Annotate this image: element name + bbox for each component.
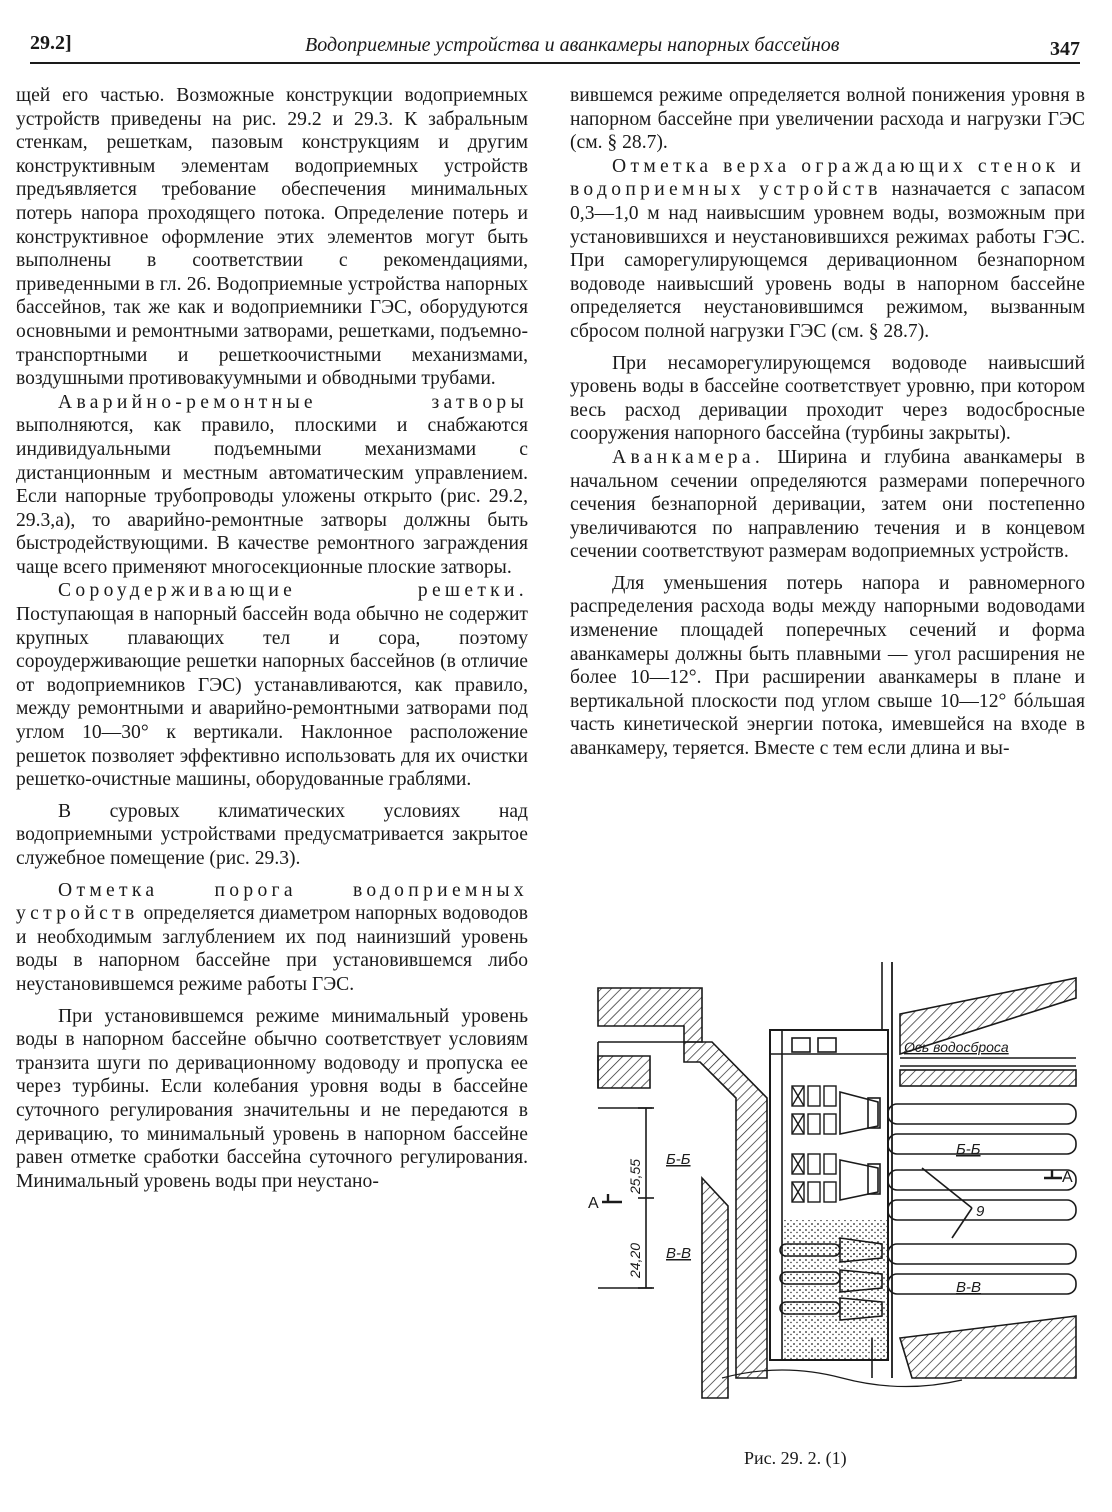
section-label-vv: В-В [956,1279,982,1296]
header-rule [30,62,1080,64]
section-mark-right: А [1062,1169,1073,1186]
section-mark-left: А [588,1195,599,1212]
paragraph-body: Ширина и глубина аванкамеры в начальном сечении определяются размерами поперечного сечения безнапорной деривации, затем они постепенно увеличиваются по направлению течения и в концевом сечении соответствуют размерам водоприемных устройств. [570,446,1085,563]
paragraph [570,155,1085,344]
intake-plan-drawing [582,958,1082,1418]
spaced-lead: Отметка верха ограждающих стенок и водоприемных устройств [570,155,1085,201]
paragraph [16,579,528,791]
section-label-bb: Б-Б [956,1141,981,1158]
paragraph: Для уменьшения потерь напора и равномерного распределения расхода воды между напорными водоводами изменение площадей поперечных сечений и форма аванкамеры должны быть плавными — угол расширения не более 10—12°. При расширении аванкамеры в плане и вертикальной плоскости под углом свыше 10—12° бóльшая часть кинетической энергии потока, имевшейся на входе в аванкамеру, теряется. Вместе с тем если длина и вы- [570,572,1085,760]
section-label-bb: Б-Б [666,1151,691,1168]
page-number: 347 [1050,38,1080,60]
paragraph: вившемся режиме определяется волной понижения уровня в напорном бассейне при увеличении расхода и нагрузки ГЭС (см. § 28.7). [570,85,1085,154]
paragraph [570,446,1085,564]
dimension-lower: 24,20 [627,1242,643,1278]
paragraph [16,391,528,580]
paragraph-body: определяется диаметром напорных водоводов и необходимым заглублением их под наинизший уровень воды в напорном бассейне при установившемся либо неустановившемся режиме работы ГЭС. [16,903,528,995]
spaced-lead: Аварийно-ремонтные затворы [58,391,528,413]
paragraph: При несаморегулирующемся водоводе наивысший уровень воды в бассейне соответствует уровню, при котором весь расход деривации проходит через водосбросные сооружения напорного бассейна (турбины закрыты). [570,352,1085,445]
spaced-lead: Сороудерживающие решетки. [58,580,528,602]
spaced-lead: Отметка порога водоприемных устройств [16,879,528,925]
right-column [570,84,1085,761]
paragraph: щей его частью. Возможные конструкции водоприемных устройств приведены на рис. 29.2 и 29.3. К забральным стенкам, решеткам, пазовым конструкциям и другим конструктивным элементам водоприемных устройств предъявляется требование обеспечения минимальных потерь напора проходящего потока. Определение потерь и конструктивное оформление этих элементов могут быть выполнены в соответствии с рекомендациями, приведенными в гл. 26. Водоприемные устройства напорных бассейнов, так же как и водоприемники ГЭС, оборудуются основными и ремонтными затворами, решетками, подъемно-транспортными и решеткоочистными механизмами, воздушными противовакуумными и обводными трубами. [16,85,528,390]
figure-intake-plan [582,958,1082,1418]
paragraph-body: назначается с запасом 0,3—1,0 м над наивысшим уровнем воды, возможным при установившихся и неустановившихся режимах работы ГЭС. При саморегулирующемся деривационном безнапорном водоводе наивысший уровень воды в напорном бассейне определяется неустановившимся режимом, вызванным сбросом полной нагрузки ГЭС (см. § 28.7). [570,179,1086,342]
running-title: Водоприемные устройства и аванкамеры напорных бассейнов [305,34,840,56]
callout-number: 9 [976,1203,985,1220]
spaced-lead: Аванкамера. [612,446,765,468]
paragraph-body: Поступающая в напорный бассейн вода обычно не содержит крупных плавающих тел и сора, поэтому сороудерживающие решетки напорных бассейнов (в отличие от водоприемников ГЭС) устанавливаются, как правило, между ремонтными и аварийно-ремонтными затворами под углом 10—30° к вертикали. Наклонное расположение решеток позволяет эффективно использовать для их очистки решетко-очистные машины, оборудованные граблями. [16,604,528,791]
dimension-upper: 25,55 [627,1158,643,1194]
figure-caption: Рис. 29. 2. (1) [744,1448,847,1468]
section-number: 29.2] [30,32,72,54]
paragraph [16,879,528,997]
paragraph: В суровых климатических условиях над водоприемными устройствами предусматривается закрытое служебное помещение (рис. 29.3). [16,800,528,869]
running-header [30,28,1080,62]
paragraph: При установившемся режиме минимальный уровень воды в напорном бассейне обычно соответствует условиям транзита шуги по деривационному водоводу и пропуска ее через турбины. Если колебания уровня воды в бассейне суточного регулирования значительны и не передаются в деривацию, то минимальный уровень в напорном бассейне равен отметке сработки бассейна суточного регулирования. Минимальный уровень воды при неустано- [16,1005,528,1192]
left-column [16,84,528,1193]
axis-label: Ось водосброса [904,1039,1009,1055]
section-label-vv: В-В [666,1245,692,1262]
paragraph-body: выполняются, как правило, плоскими и снабжаются индивидуальными подъемными механизмами с дистанционным и местным автоматическим управлением. Если напорные трубопроводы уложены открыто (рис. 29.2, 29.3,а), то аварийно-ремонтные затворы должны быть быстродействующими. В качестве ремонтного заграждения чаще всего применяют многосекционные плоские затворы. [16,415,528,578]
